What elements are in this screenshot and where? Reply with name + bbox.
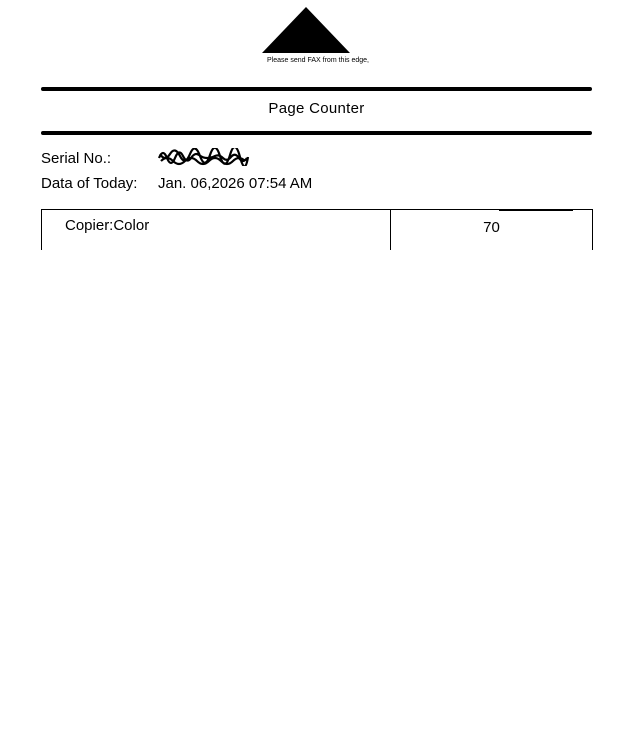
bottom-rule bbox=[41, 131, 592, 135]
serial-label: Serial No.: bbox=[41, 150, 112, 167]
date-value: Jan. 06,2026 07:54 AM bbox=[158, 175, 313, 192]
counter-label: Copier:Color bbox=[65, 217, 150, 234]
fax-note: Please send FAX from this edge, bbox=[267, 57, 369, 64]
counter-table bbox=[41, 209, 593, 250]
table-mark bbox=[499, 209, 573, 211]
fax-edge-triangle-icon bbox=[262, 7, 350, 53]
serial-redaction-scribble bbox=[157, 148, 255, 166]
page-title: Page Counter bbox=[268, 100, 365, 117]
date-label: Data of Today: bbox=[41, 175, 138, 192]
top-rule bbox=[41, 87, 592, 91]
counter-value: 70 bbox=[483, 219, 500, 236]
